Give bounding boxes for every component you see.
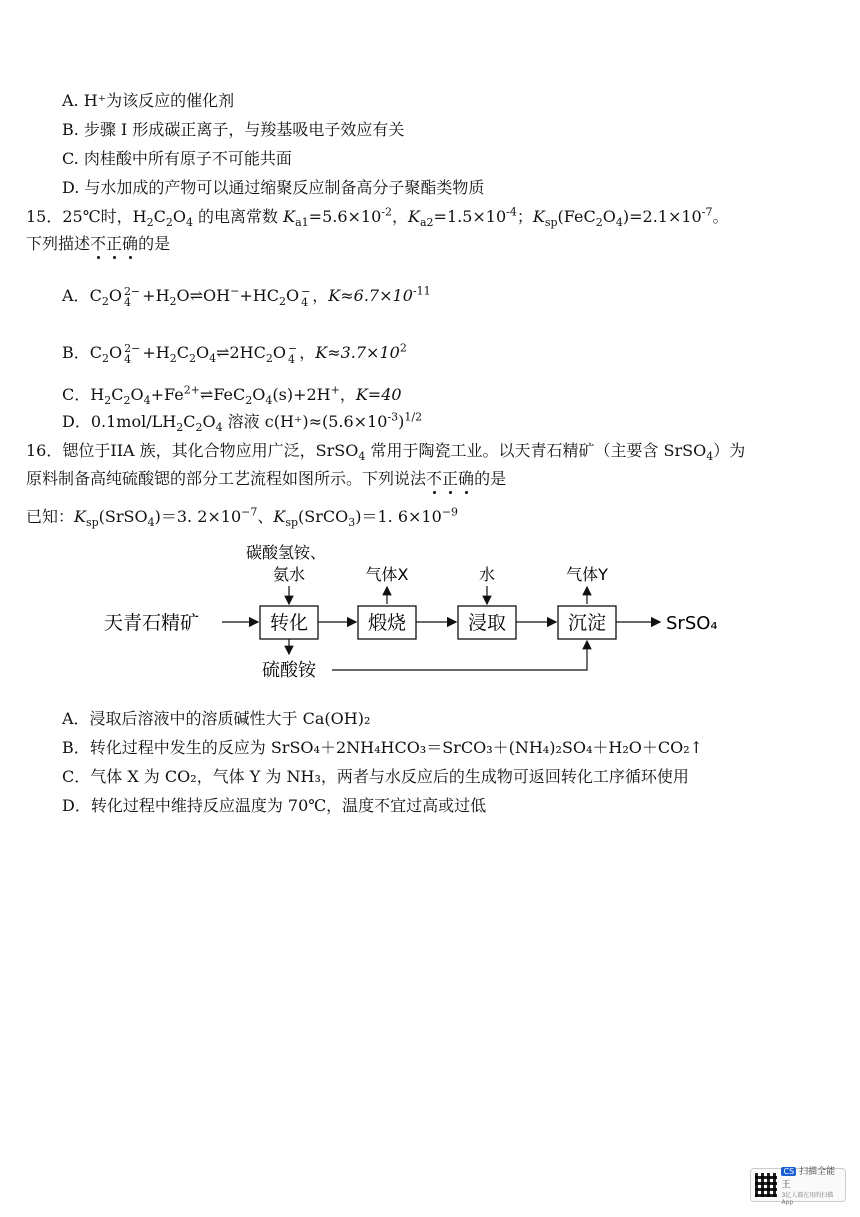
gas-y-label: 气体Y <box>566 565 608 584</box>
box-precipitation-label: 沉淀 <box>567 612 607 634</box>
qr-code-icon <box>755 1173 777 1197</box>
watermark-subtitle: 3亿人都在用的扫描App <box>781 1192 834 1206</box>
q15-prompt: 下列描述不正确的是 <box>26 234 171 253</box>
q16-stem-line1: 16．锶位于IIA 族，其化合物应用广泛，SrSO$_4$ 常用于陶瓷工业。以天青石精矿（主要含 SrSO$_4$）为 <box>26 441 746 464</box>
watermark-title: 扫描全能王 <box>781 1167 836 1190</box>
emphasis-char: 不 <box>90 234 107 253</box>
q15-emphasis <box>90 234 138 253</box>
box-calcination-label: 煅烧 <box>367 612 407 634</box>
q15-option-a: A．$C_2O$ 2− 4 $+H_2O\rightleftharpoons OH^-+HC_2O$ − 4 ，$K\approx 6.7\times 10^{-11}$ <box>62 284 431 309</box>
q14-option-c: C. 肉桂酸中所有原子不可能共面 <box>62 149 292 168</box>
reagent-label-2: 氨水 <box>272 565 306 584</box>
box-conversion-label: 转化 <box>269 612 309 634</box>
gas-x-label: 气体X <box>365 565 409 584</box>
q16-known: 已知：$K_{sp}(SrSO_4)=3$. $2\times 10^{-7}$、$K_{sp}(SrCO_3)=1$. $6\times 10^{-9}$ <box>26 505 458 530</box>
box-leaching-label: 浸取 <box>467 612 507 634</box>
cs-logo-icon: CS <box>783 1167 795 1176</box>
emphasis-char: 正 <box>106 234 123 253</box>
q16-option-c: C．气体 X 为 CO₂，气体 Y 为 NH₃，两者与水反应后的生成物可返回转化工序循环使用 <box>62 767 689 786</box>
byproduct-label: 硫酸铵 <box>262 660 316 681</box>
emphasis-char: 确 <box>122 234 139 253</box>
q14-option-b: B. 步骤 I 形成碳正离子，与羧基吸电子效应有关 <box>62 120 405 139</box>
q16-stem-line2: 原料制备高纯硫酸锶的部分工艺流程如图所示。下列说法不正确的是 <box>26 469 507 488</box>
q15-number: 15． <box>26 207 63 226</box>
flow-output-label: SrSO₄ <box>666 613 718 634</box>
emphasis-char: 确 <box>458 469 475 488</box>
emphasis-char: 不 <box>426 469 443 488</box>
q16-emphasis <box>426 469 474 488</box>
arrow-byproduct-return <box>332 641 587 670</box>
q16-option-a: A．浸取后溶液中的溶质碱性大于 Ca(OH)₂ <box>62 709 371 728</box>
flow-input-label: 天青石精矿 <box>104 612 200 634</box>
q16-number: 16． <box>26 441 63 460</box>
q16-option-d: D．转化过程中维持反应温度为 70℃，温度不宜过高或过低 <box>62 796 487 815</box>
q15-option-b: B．$C_2O$ 2− 4 $+H_2C_2O_4\rightleftharpoons 2HC_2O$ − 4 ，$K\approx 3.7\times 10^2$ <box>62 341 407 366</box>
q15-stem: 15．25℃时，$H_2C_2O_4$ 的电离常数 $K_{a1}=5.6\times 10^{-2}$，$K_{a2}=1.5\times 10^{-4}$；$K_{sp}(FeC_2O_4)=2.1\times 10^{-7}$。 <box>26 205 729 230</box>
process-flow-diagram <box>100 540 740 690</box>
q16-option-b: B．转化过程中发生的反应为 SrSO₄＋2NH₄HCO₃＝SrCO₃＋(NH₄)₂SO₄＋H₂O＋CO₂↑ <box>62 738 704 757</box>
water-label: 水 <box>478 565 496 584</box>
q15-option-d: D．$0.1mol/LH_2C_2O_4$ 溶液 $c(H^+)\approx(5.6\times 10^{-3})^{1/2}$ <box>62 410 423 435</box>
q15-option-c: C．$H_2C_2O_4+Fe^{2+}\rightleftharpoons FeC_2O_4(s)+2H^+$，K=40 <box>62 383 402 408</box>
q14-option-d: D. 与水加成的产物可以通过缩聚反应制备高分子聚酯类物质 <box>62 178 485 197</box>
scanner-watermark <box>750 1167 846 1206</box>
emphasis-char: 正 <box>442 469 459 488</box>
q14-option-a: A. H⁺为该反应的催化剂 <box>62 91 235 110</box>
reagent-label-1: 碳酸氢铵、 <box>245 543 327 562</box>
